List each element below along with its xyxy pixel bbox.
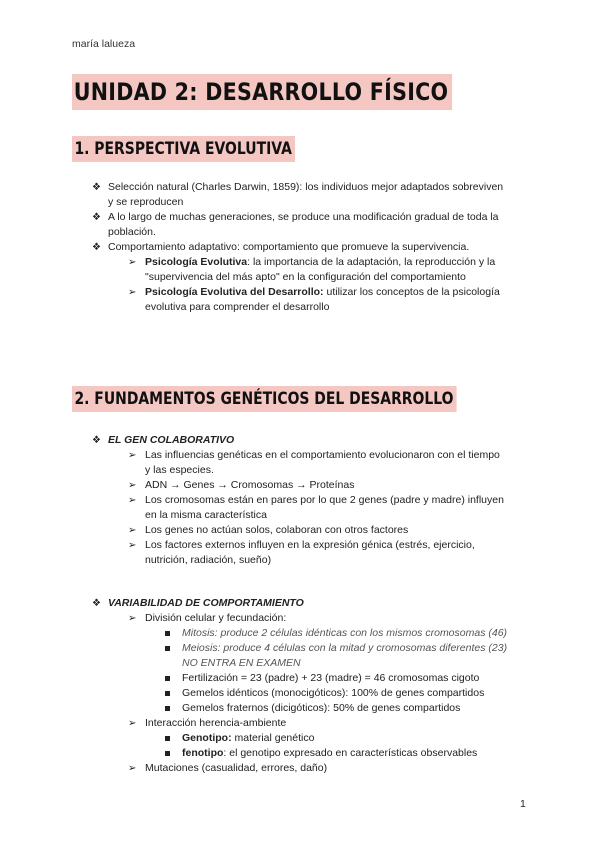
- list-item: evolutiva para comprender el desarrollo: [145, 301, 330, 313]
- section-heading-2: 2. FUNDAMENTOS GENÉTICOS DEL DESARROLLO: [72, 386, 457, 412]
- list-item: población.: [108, 226, 156, 238]
- list-item: ADN → Genes → Cromosomas → Proteínas: [145, 479, 355, 491]
- term-definition: : la importancia de la adaptación, la reproducción y la: [247, 256, 496, 268]
- diamond-bullet-icon: ❖: [92, 182, 101, 193]
- square-bullet-icon: [165, 646, 170, 651]
- arrow-bullet-icon: ➢: [128, 525, 137, 536]
- term-bold: fenotipo: [182, 747, 224, 759]
- list-item: y se reproducen: [108, 196, 184, 208]
- list-item: Las influencias genéticas en el comportamiento evolucionaron con el tiempo: [145, 449, 500, 461]
- list-item: Gemelos idénticos (monocigóticos): 100% de genes compartidos: [182, 687, 485, 699]
- term-definition: material genético: [231, 732, 315, 744]
- term-bold: Psicología Evolutiva: [145, 256, 248, 268]
- term-italic: Meiosis: [182, 642, 218, 654]
- page-title: UNIDAD 2: DESARROLLO FÍSICO: [72, 74, 452, 110]
- diamond-bullet-icon: ❖: [92, 598, 101, 609]
- list-item: Comportamiento adaptativo: comportamiento que promueve la supervivencia.: [108, 241, 470, 253]
- list-item: A lo largo de muchas generaciones, se produce una modificación gradual de toda la: [108, 211, 499, 223]
- square-bullet-icon: [165, 751, 170, 756]
- list-item: [182, 731, 314, 746]
- list-item: [145, 285, 500, 300]
- list-item: [182, 641, 507, 656]
- list-item: Selección natural (Charles Darwin, 1859): los individuos mejor adaptados sobreviven: [108, 181, 504, 193]
- square-bullet-icon: [165, 706, 170, 711]
- diamond-bullet-icon: ❖: [92, 212, 101, 223]
- arrow-bullet-icon: ➢: [128, 540, 137, 551]
- arrow-bullet-icon: ➢: [128, 763, 137, 774]
- list-item: [182, 626, 507, 641]
- author-name: maría lalueza: [72, 38, 136, 50]
- list-item: Gemelos fraternos (dicigóticos): 50% de genes compartidos: [182, 702, 461, 714]
- list-item: Los factores externos influyen en la expresión génica (estrés, ejercicio,: [145, 539, 475, 551]
- list-item: Los genes no actúan solos, colaboran con otros factores: [145, 524, 409, 536]
- list-item: nutrición, radiación, sueño): [145, 554, 272, 566]
- term-definition: : produce 2 células idénticas con los mismos cromosomas (46): [214, 627, 508, 639]
- term-bold: Psicología Evolutiva del Desarrollo:: [145, 286, 324, 298]
- list-item: Los cromosomas están en pares por lo que 2 genes (padre y madre) influyen: [145, 494, 504, 506]
- section-heading-1: 1. PERSPECTIVA EVOLUTIVA: [72, 136, 295, 162]
- arrow-bullet-icon: ➢: [128, 450, 137, 461]
- list-item: [182, 746, 477, 761]
- arrow-bullet-icon: ➢: [128, 613, 137, 624]
- term-definition: utilizar los conceptos de la psicología: [323, 286, 500, 298]
- arrow-bullet-icon: ➢: [128, 718, 137, 729]
- list-item: Fertilización = 23 (padre) + 23 (madre) = 46 cromosomas cigoto: [182, 672, 480, 684]
- arrow-bullet-icon: ➢: [128, 257, 137, 268]
- list-item: [145, 255, 495, 270]
- page-number: 1: [520, 798, 526, 810]
- square-bullet-icon: [165, 631, 170, 636]
- arrow-bullet-icon: ➢: [128, 480, 137, 491]
- term-italic: Mitosis: [182, 627, 215, 639]
- diamond-bullet-icon: ❖: [92, 242, 101, 253]
- square-bullet-icon: [165, 691, 170, 696]
- list-item: División celular y fecundación:: [145, 612, 287, 624]
- exam-note: NO ENTRA EN EXAMEN: [182, 657, 301, 669]
- arrow-bullet-icon: ➢: [128, 287, 137, 298]
- list-item: "supervivencia del más apto" en la configuración del comportamiento: [145, 271, 466, 283]
- list-item: y las especies.: [145, 464, 214, 476]
- list-item: Mutaciones (casualidad, errores, daño): [145, 762, 328, 774]
- square-bullet-icon: [165, 676, 170, 681]
- subsection-title: EL GEN COLABORATIVO: [108, 434, 235, 446]
- list-item: Interacción herencia-ambiente: [145, 717, 287, 729]
- subsection-title: VARIABILIDAD DE COMPORTAMIENTO: [108, 597, 304, 609]
- square-bullet-icon: [165, 736, 170, 741]
- diamond-bullet-icon: ❖: [92, 435, 101, 446]
- list-item: en la misma característica: [145, 509, 267, 521]
- term-definition: : produce 4 células con la mitad y cromosomas diferentes (23): [217, 642, 508, 654]
- term-bold: Genotipo:: [182, 732, 232, 744]
- arrow-bullet-icon: ➢: [128, 495, 137, 506]
- term-definition: : el genotipo expresado en características observables: [223, 747, 478, 759]
